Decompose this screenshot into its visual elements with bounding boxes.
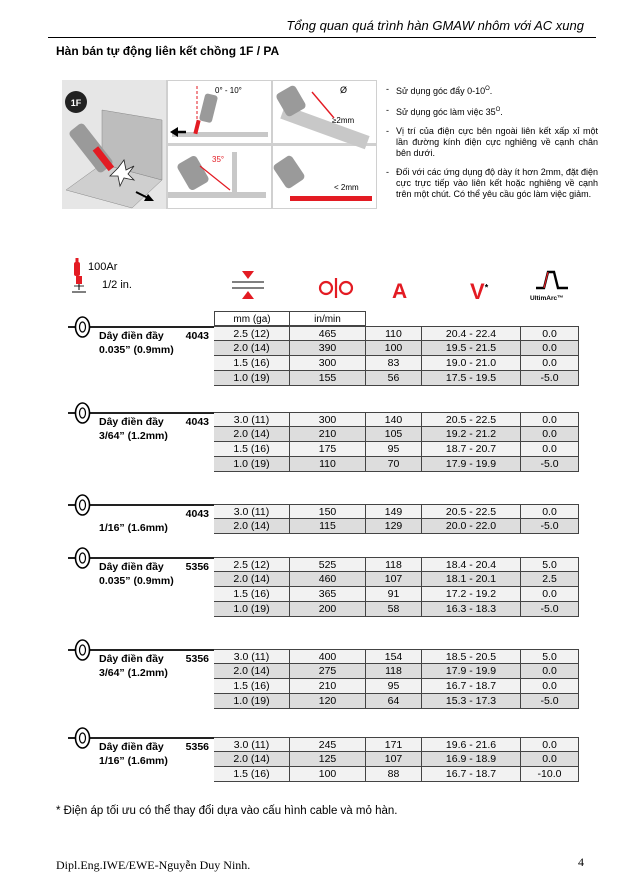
note-bullet: - bbox=[386, 126, 389, 136]
table-cell: 525 bbox=[290, 557, 366, 572]
push-angle-graphic bbox=[170, 86, 268, 137]
wire-type-label: Dây điền đầy bbox=[99, 741, 164, 753]
table-cell: 20.4 - 22.4 bbox=[422, 326, 521, 341]
note-tail: . bbox=[489, 86, 493, 96]
wire-block bbox=[68, 649, 579, 709]
table-cell: 1.0 (19) bbox=[214, 457, 290, 472]
note-tail: . bbox=[500, 107, 503, 117]
table-cell: 125 bbox=[290, 752, 366, 767]
gas-cylinder-icon bbox=[72, 258, 82, 276]
table-cell: 154 bbox=[366, 649, 422, 664]
table-cell: 19.0 - 21.0 bbox=[422, 356, 521, 371]
table-cell: 20.5 - 22.5 bbox=[422, 504, 521, 519]
thickness-column-header: mm (ga) bbox=[214, 311, 290, 326]
parameter-table bbox=[68, 557, 579, 617]
wire-reel-icon bbox=[74, 639, 91, 661]
table-rows bbox=[214, 412, 579, 472]
push-angle-label: 0° - 10° bbox=[215, 86, 242, 95]
wire-type-label: Dây điền đầy bbox=[99, 416, 164, 428]
note-item bbox=[386, 167, 598, 200]
table-cell: 245 bbox=[290, 737, 366, 752]
header-divider bbox=[48, 37, 596, 38]
table-cell: 275 bbox=[290, 664, 366, 679]
wire-size-label: 1/16” (1.6mm) bbox=[99, 755, 168, 767]
note-text: Sử dụng góc đẩy 0-10 bbox=[396, 86, 486, 96]
wire-block bbox=[68, 737, 579, 782]
table-rows bbox=[214, 737, 579, 782]
table-cell: 20.5 - 22.5 bbox=[422, 412, 521, 427]
wire-type-label: Dây điền đầy bbox=[99, 653, 164, 665]
wire-block bbox=[68, 504, 579, 534]
table-cell: 58 bbox=[366, 602, 422, 617]
table-cell: 19.6 - 21.6 bbox=[422, 737, 521, 752]
table-cell: 107 bbox=[366, 752, 422, 767]
wire-reel-icon bbox=[74, 402, 91, 424]
table-cell: 18.1 - 20.1 bbox=[422, 572, 521, 587]
table-cell: 107 bbox=[366, 572, 422, 587]
table-cell: 110 bbox=[290, 457, 366, 472]
parameter-table bbox=[68, 412, 579, 472]
wire-type-line bbox=[99, 653, 209, 665]
table-row bbox=[214, 587, 579, 602]
table-cell: 1.5 (16) bbox=[214, 587, 290, 602]
table-cell: 91 bbox=[366, 587, 422, 602]
table-row bbox=[214, 767, 579, 782]
parameter-table bbox=[68, 649, 579, 709]
table-cell: 115 bbox=[290, 519, 366, 534]
table-cell: 2.5 (12) bbox=[214, 326, 290, 341]
table-cell: 5.0 bbox=[521, 649, 579, 664]
table-cell: 19.5 - 21.5 bbox=[422, 341, 521, 356]
page-number: 4 bbox=[578, 855, 584, 869]
wire-spec-panel bbox=[68, 504, 214, 534]
table-row bbox=[214, 679, 579, 694]
note-text: Vị trí của điện cực bên ngoài liên kết xấp xỉ một lần đường kính điện cực nghiêng về cạnh chân bên dưới. bbox=[396, 126, 598, 158]
table-cell: -5.0 bbox=[521, 457, 579, 472]
table-cell: 400 bbox=[290, 649, 366, 664]
voltage-footnote-mark: * bbox=[484, 282, 489, 293]
table-cell: 1.0 (19) bbox=[214, 371, 290, 386]
table-cell: 95 bbox=[366, 679, 422, 694]
wire-size-label: 0.035” (0.9mm) bbox=[99, 344, 174, 356]
table-cell: 18.7 - 20.7 bbox=[422, 442, 521, 457]
table-cell: 17.5 - 19.5 bbox=[422, 371, 521, 386]
wire-size-label: 3/64” (1.2mm) bbox=[99, 430, 168, 442]
table-cell: 0.0 bbox=[521, 326, 579, 341]
table-row bbox=[214, 557, 579, 572]
table-row bbox=[214, 326, 579, 341]
table-row bbox=[214, 371, 579, 386]
alloy-label: 5356 bbox=[185, 561, 209, 573]
table-cell: 465 bbox=[290, 326, 366, 341]
amperage-icon: A bbox=[392, 280, 408, 303]
wire-spec-panel bbox=[68, 412, 214, 442]
wire-reel-icon bbox=[74, 494, 91, 516]
wire-reel-icon bbox=[74, 727, 91, 749]
table-cell: 16.7 - 18.7 bbox=[422, 767, 521, 782]
stickout-row bbox=[68, 276, 132, 294]
min-offset-label: ≥2mm bbox=[332, 116, 355, 125]
table-cell: 2.0 (14) bbox=[214, 664, 290, 679]
alloy-label: 4043 bbox=[185, 508, 209, 520]
degree-mark: O bbox=[485, 86, 490, 92]
table-cell: 20.0 - 22.0 bbox=[422, 519, 521, 534]
table-cell: 0.0 bbox=[521, 587, 579, 602]
table-cell: 171 bbox=[366, 737, 422, 752]
table-cell: 17.2 - 19.2 bbox=[422, 587, 521, 602]
table-cell: 100 bbox=[290, 767, 366, 782]
table-cell: 200 bbox=[290, 602, 366, 617]
wire-size-label: 0.035” (0.9mm) bbox=[99, 575, 174, 587]
table-rows bbox=[214, 649, 579, 709]
table-cell: 5.0 bbox=[521, 557, 579, 572]
table-row bbox=[214, 519, 579, 534]
ultimarc-label: UltimArc™ bbox=[530, 295, 564, 302]
wire-block bbox=[68, 557, 579, 617]
table-cell: 16.7 - 18.7 bbox=[422, 679, 521, 694]
table-cell: 0.0 bbox=[521, 412, 579, 427]
table-rows bbox=[214, 504, 579, 534]
table-cell: -5.0 bbox=[521, 694, 579, 709]
table-cell: 0.0 bbox=[521, 752, 579, 767]
table-cell: 175 bbox=[290, 442, 366, 457]
table-row bbox=[214, 504, 579, 519]
alloy-label: 4043 bbox=[185, 416, 209, 428]
table-cell: 118 bbox=[366, 557, 422, 572]
table-cell: 3.0 (11) bbox=[214, 504, 290, 519]
wire-reel-icon bbox=[74, 547, 91, 569]
table-cell: 140 bbox=[366, 412, 422, 427]
note-text: Đối với các ứng dụng độ dày ít hơn 2mm, đặt điện cực trực tiếp vào liên kết hoặc nghiêng về cạnh trên một chút. Có thể yêu cầu góc làm việc giảm. bbox=[396, 167, 598, 199]
ultimarc-icon bbox=[534, 268, 570, 292]
thin-dim-label: < 2mm bbox=[334, 183, 359, 192]
stickout-label: 1/2 in. bbox=[102, 279, 132, 291]
thickness-icon bbox=[228, 271, 268, 299]
table-cell: 300 bbox=[290, 356, 366, 371]
table-row bbox=[214, 737, 579, 752]
table-cell: -5.0 bbox=[521, 519, 579, 534]
table-cell: 95 bbox=[366, 442, 422, 457]
alloy-label: 4043 bbox=[185, 330, 209, 342]
table-row bbox=[214, 664, 579, 679]
table-cell: 1.0 (19) bbox=[214, 694, 290, 709]
note-item bbox=[386, 126, 598, 159]
table-cell: 18.4 - 20.4 bbox=[422, 557, 521, 572]
table-cell: 88 bbox=[366, 767, 422, 782]
table-cell: 1.0 (19) bbox=[214, 602, 290, 617]
table-cell: 0.0 bbox=[521, 427, 579, 442]
table-cell: 155 bbox=[290, 371, 366, 386]
thin-material-graphic bbox=[272, 154, 372, 201]
table-cell: 83 bbox=[366, 356, 422, 371]
wire-spec-panel bbox=[68, 326, 214, 356]
alloy-label: 5356 bbox=[185, 653, 209, 665]
table-row bbox=[214, 356, 579, 371]
table-cell: 100 bbox=[366, 341, 422, 356]
work-angle-label: 35° bbox=[212, 155, 225, 164]
voltage-icon bbox=[470, 279, 488, 305]
note-bullet: - bbox=[386, 105, 389, 115]
work-angle-graphic bbox=[168, 152, 266, 198]
table-cell: 17.9 - 19.9 bbox=[422, 664, 521, 679]
wire-type-line bbox=[99, 416, 209, 428]
table-cell: 15.3 - 17.3 bbox=[422, 694, 521, 709]
wire-type-label: Dây điền đầy bbox=[99, 330, 164, 342]
table-cell: 0.0 bbox=[521, 679, 579, 694]
note-item bbox=[386, 84, 598, 97]
parameter-table bbox=[68, 737, 579, 782]
table-cell: 390 bbox=[290, 341, 366, 356]
table-cell: 70 bbox=[366, 457, 422, 472]
table-row bbox=[214, 442, 579, 457]
wire-spec-panel bbox=[68, 649, 214, 679]
footer-author: Dipl.Eng.IWE/EWE-Nguyễn Duy Ninh. bbox=[56, 858, 251, 872]
shielding-gas-label: 100Ar bbox=[88, 261, 118, 273]
table-cell: 3.0 (11) bbox=[214, 412, 290, 427]
technique-notes bbox=[386, 84, 598, 208]
table-cell: 19.2 - 21.2 bbox=[422, 427, 521, 442]
wire-type-line bbox=[99, 741, 209, 753]
table-row bbox=[214, 412, 579, 427]
table-cell: 1.5 (16) bbox=[214, 767, 290, 782]
table-cell: -10.0 bbox=[521, 767, 579, 782]
wire-type-label: Dây điền đầy bbox=[99, 561, 164, 573]
note-item bbox=[386, 105, 598, 118]
gas-row bbox=[68, 258, 132, 276]
table-row bbox=[214, 694, 579, 709]
table-cell: 1.5 (16) bbox=[214, 442, 290, 457]
table-cell: 0.0 bbox=[521, 664, 579, 679]
offset-graphic bbox=[275, 84, 370, 149]
gas-info bbox=[68, 258, 132, 294]
wire-block bbox=[68, 412, 579, 472]
table-cell: 0.0 bbox=[521, 504, 579, 519]
table-cell: -5.0 bbox=[521, 602, 579, 617]
table-row bbox=[214, 602, 579, 617]
table-cell: 150 bbox=[290, 504, 366, 519]
table-row bbox=[214, 341, 579, 356]
table-cell: 18.5 - 20.5 bbox=[422, 649, 521, 664]
illustration-graphics bbox=[62, 80, 377, 209]
wire-feed-icon bbox=[318, 278, 354, 298]
note-bullet: - bbox=[386, 167, 389, 177]
table-cell: 0.0 bbox=[521, 356, 579, 371]
joint-illustration bbox=[62, 80, 377, 209]
table-cell: 0.0 bbox=[521, 442, 579, 457]
table-header-row bbox=[68, 311, 579, 326]
table-cell: 0.0 bbox=[521, 737, 579, 752]
table-cell: 210 bbox=[290, 679, 366, 694]
table-cell: 2.5 (12) bbox=[214, 557, 290, 572]
table-cell: 56 bbox=[366, 371, 422, 386]
table-cell: 2.0 (14) bbox=[214, 519, 290, 534]
note-text: Sử dụng góc làm việc 35 bbox=[396, 107, 496, 117]
wire-size-label: 3/64” (1.2mm) bbox=[99, 667, 168, 679]
table-rows bbox=[214, 326, 579, 386]
table-cell: 2.0 (14) bbox=[214, 341, 290, 356]
wire-block bbox=[68, 326, 579, 386]
table-cell: -5.0 bbox=[521, 371, 579, 386]
table-cell: 3.0 (11) bbox=[214, 737, 290, 752]
table-cell: 0.0 bbox=[521, 341, 579, 356]
parameter-table bbox=[68, 504, 579, 534]
table-row bbox=[214, 752, 579, 767]
table-cell: 210 bbox=[290, 427, 366, 442]
table-cell: 2.0 (14) bbox=[214, 572, 290, 587]
alloy-label: 5356 bbox=[185, 741, 209, 753]
table-cell: 129 bbox=[366, 519, 422, 534]
table-row bbox=[214, 457, 579, 472]
table-cell: 1.5 (16) bbox=[214, 356, 290, 371]
voltage-footnote: * Điện áp tối ưu có thể thay đổi dựa vào cấu hình cable và mỏ hàn. bbox=[56, 805, 398, 817]
position-badge-label: 1F bbox=[70, 98, 82, 108]
note-bullet: - bbox=[386, 84, 389, 94]
table-cell: 118 bbox=[366, 664, 422, 679]
table-row bbox=[214, 649, 579, 664]
wire-size-label: 1/16” (1.6mm) bbox=[99, 522, 168, 534]
section-title: Hàn bán tự động liên kết chồng 1F / PA bbox=[56, 44, 280, 58]
table-row bbox=[214, 572, 579, 587]
table-cell: 16.3 - 18.3 bbox=[422, 602, 521, 617]
table-cell: 149 bbox=[366, 504, 422, 519]
table-cell: 16.9 - 18.9 bbox=[422, 752, 521, 767]
table-cell: 3.0 (11) bbox=[214, 649, 290, 664]
table-cell: 120 bbox=[290, 694, 366, 709]
table-row bbox=[214, 427, 579, 442]
parameter-table bbox=[68, 311, 579, 386]
table-cell: 105 bbox=[366, 427, 422, 442]
table-cell: 110 bbox=[366, 326, 422, 341]
wire-reel-icon bbox=[74, 316, 91, 338]
diameter-label: Ø bbox=[340, 85, 348, 95]
page-header-title: Tổng quan quá trình hàn GMAW nhôm với AC xung bbox=[286, 18, 584, 33]
wire-spec-panel bbox=[68, 737, 214, 767]
table-cell: 64 bbox=[366, 694, 422, 709]
table-cell: 365 bbox=[290, 587, 366, 602]
table-rows bbox=[214, 557, 579, 617]
voltage-icon-letter: V bbox=[470, 279, 485, 304]
wire-type-line bbox=[99, 330, 209, 342]
table-cell: 300 bbox=[290, 412, 366, 427]
table-cell: 460 bbox=[290, 572, 366, 587]
table-cell: 1.5 (16) bbox=[214, 679, 290, 694]
table-cell: 2.0 (14) bbox=[214, 427, 290, 442]
table-cell: 17.9 - 19.9 bbox=[422, 457, 521, 472]
stickout-icon bbox=[70, 276, 88, 294]
wire-type-line bbox=[99, 561, 209, 573]
table-cell: 2.5 bbox=[521, 572, 579, 587]
wfs-column-header: in/min bbox=[290, 311, 366, 326]
wire-spec-panel bbox=[68, 557, 214, 587]
table-cell: 2.0 (14) bbox=[214, 752, 290, 767]
degree-mark: O bbox=[495, 107, 501, 113]
